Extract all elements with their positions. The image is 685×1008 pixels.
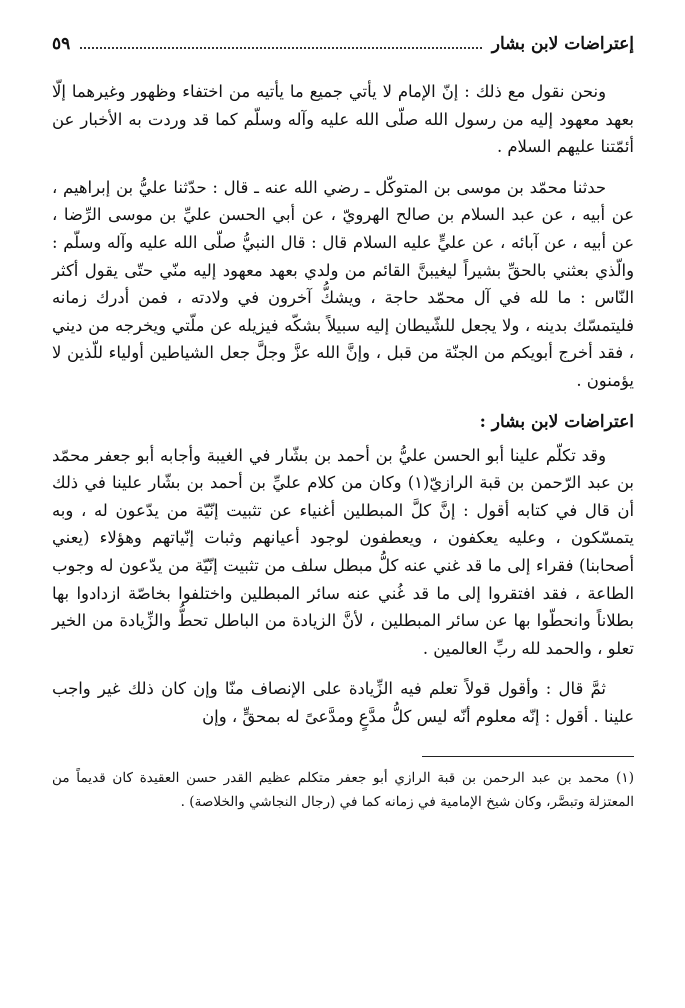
- footnote-rule: [422, 756, 634, 757]
- running-header: [52, 26, 634, 62]
- paragraph-1: ونحن نقول مع ذلك : إنّ الإمام لا يأتي جميع ما يأتيه من اختفاء وظهور وغيرهما إلّا بعهد معهود إليه من رسول الله صلّى الله عليه وآله وسلّم كما قد وردت به الأخبار عن أئمّتنا عليهم السلام .: [52, 82, 634, 157]
- paragraph-2: حدثنا محمّد بن موسى بن المتوكّل ـ رضي الله عنه ـ قال : حدّثنا عليُّ بن إبراهيم ، عن أبيه ، عن عبد السلام بن صالح الهرويّ ، عن أبي الحسن عليِّ بن موسى الرِّضا ، عن أبيه ، عن آبائه ، عن عليٍّ عليه السلام قال : قال النبيُّ صلّى الله عليه وآله وسلّم : والّذي بعثني بالحقِّ بشيراً ليغيبنَّ القائم من ولدي بعهد معهود إليه منّي حتّى يقول أكثر النّاس : ما لله في آل محمّد حاجة ، ويشكُّ آخرون في ولادته ، فمن أدرك زمانه فليتمسّك بدينه ، ولا يجعل للشّيطان إليه سبيلاً بشكّه فيزيله عن ملّتي ويخرجه من ديني ، فقد أخرج أبويكم من الجنّة من قبل ، وإنَّ الله عزَّ وجلَّ جعل الشياطين أولياء للّذين لا يؤمنون .: [52, 177, 635, 390]
- section-heading: اعتراضات لابن بشار :: [479, 411, 634, 432]
- page-number: ٥٩: [52, 34, 71, 54]
- paragraph-4: ثمَّ قال : وأقول قولاً تعلم فيه الزِّيادة على الإنصاف منّا وإن كان ذلك غير واجب علينا . أقول : إنّه معلوم أنّه ليس كلُّ مدَّعٍ ومدَّعىً له بمحقٍّ ، وإن: [52, 679, 634, 726]
- page-body: [52, 78, 634, 730]
- book-page: [52, 26, 634, 814]
- paragraph-3: وقد تكلّم علينا أبو الحسن عليُّ بن أحمد بن بشّار في الغيبة وأجابه أبو جعفر محمّد بن عبد الرّحمن بن قبة الرازيّ(١) وكان من كلام عليِّ بن أحمد بن بشّار علينا في ذلك أن قال في كتابه أقول : إنَّ كلَّ المبطلين أغنياء عن تثبيت إنّيّة من يدّعون له ، وبه يتمسّكون ، وعليه يعكفون ، ويعطفون لوجود أعيانهم وثبات إنّياتهم وهؤلاء (يعني أصحابنا) فقراء إلى ما قد غني عنه كلُّ مبطل سلف من تثبيت إنّيّة من يدّعون له وجوب الطاعة ، فقد افتقروا إلى ما قد غُني عنه سائر المبطلين واختلفوا بخاصّة ازدادوا بها بطلاناً وانحطّوا بها عن سائر المبطلين ، لأنَّ الزيادة من الباطل تحطُّ والزِّيادة من الخير تعلو ، والحمد لله ربِّ العالمين .: [52, 445, 634, 658]
- footnote: [52, 767, 634, 814]
- running-title: إعتراضات لابن بشار: [491, 34, 634, 54]
- footnote-text: (١) محمد بن عبد الرحمن بن قبة الرازي أبو جعفر متكلم عظيم القدر حسن العقيدة كان قديماً من المعتزلة وتبصَّر، وكان شيخ الإمامية في زمانه كما في (رجال النجاشي والخلاصة) .: [52, 770, 634, 810]
- dot-leaders: [80, 47, 482, 49]
